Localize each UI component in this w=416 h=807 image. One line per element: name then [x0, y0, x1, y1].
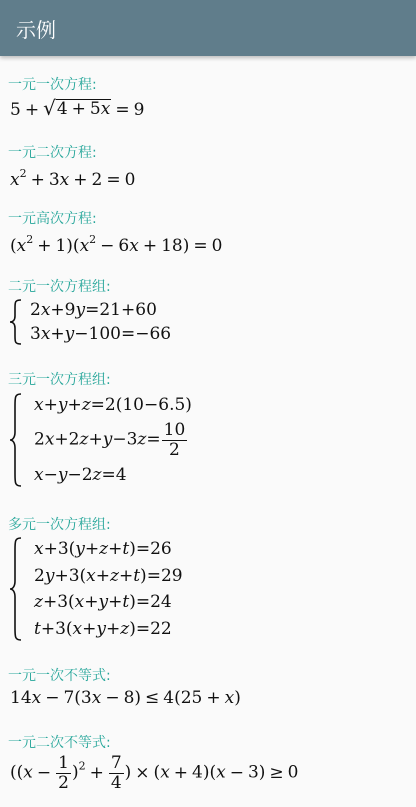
- example-formula-higher[interactable]: $(x^2 + 1)(x^2 - 6x + 18) = 0$: [10, 233, 223, 256]
- examples-list[interactable]: [0, 56, 416, 807]
- example-label-linear: 一元一次方程:: [8, 77, 97, 93]
- example-formula-system3[interactable]: x+y+z=2(10−6.5) 2x+2z+y−3z= $\frac{10}{2}$ x−y−2z=4: [8, 392, 192, 488]
- app-bar: [0, 0, 416, 56]
- example-formula-system2[interactable]: 2x+9y=21+60 3x+y−100=−66: [8, 298, 171, 346]
- example-label-system3: 三元一次方程组:: [8, 372, 111, 388]
- app-title: 示例: [16, 17, 56, 42]
- example-formula-quadratic[interactable]: $x^2 + 3x + 2 = 0$: [10, 167, 136, 190]
- example-formula-ineq1[interactable]: 14x − 7(3x − 8) ≤ 4(25 + x): [10, 688, 241, 708]
- example-label-ineq1: 一元一次不等式:: [8, 668, 111, 684]
- example-formula-systemn[interactable]: x+3(y+z+t)=26 2y+3(x+z+t)=29 z+3(x+y+t)=24 t+3(x+y+z)=22: [8, 536, 183, 642]
- example-label-system2: 二元一次方程组:: [8, 279, 111, 295]
- left-brace-icon: [8, 298, 24, 346]
- left-brace-icon: [8, 536, 24, 642]
- left-brace-icon: [8, 392, 24, 488]
- example-label-ineq2: 一元二次不等式:: [8, 735, 111, 751]
- example-formula-ineq2[interactable]: ((x − $\frac{1}{2}$ )$^2$ + $\frac{7}{4}$ ) × (x + 4)(x − 3) ≥ 0: [10, 753, 299, 793]
- example-label-systemn: 多元一次方程组:: [8, 517, 111, 533]
- example-label-higher: 一元高次方程:: [8, 211, 97, 227]
- example-formula-linear[interactable]: 5 + √ 4 + 5x = 9: [10, 96, 145, 120]
- example-label-quadratic: 一元二次方程:: [8, 145, 97, 161]
